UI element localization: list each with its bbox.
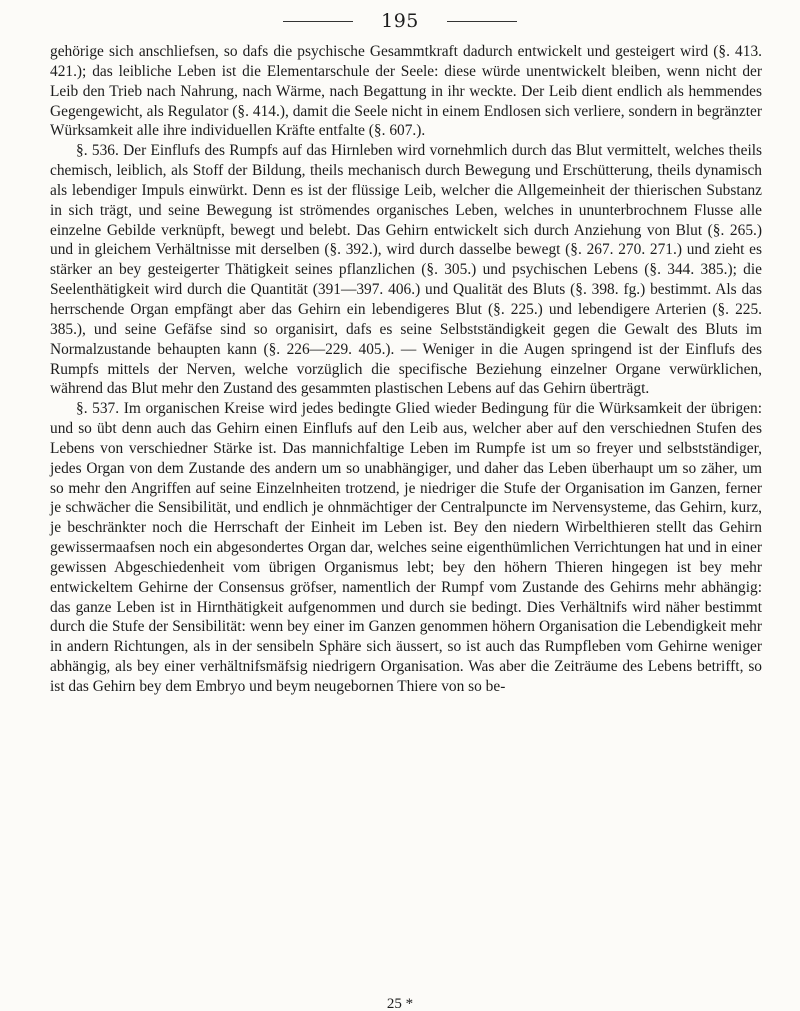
page-number: 195 [381,10,419,32]
body-text [50,42,762,697]
paragraph-section-536: §. 536. Der Einflufs des Rumpfs auf das Hirnleben wird vornehmlich durch das Blut vermittelt, welches theils chemisch, leiblich, als Stoff der Bildung, theils mechanisch durch Bewegung und Erschütterung, theils dynamisch als lebendiger Impuls einwürkt. Denn es ist der flüssige Leib, welcher die Allgemeinheit der thierischen Substanz in sich trägt, und seine Bewegung ist strömendes organisches Leben, welches in ununterbrochnem Flusse alle einzelne Gebilde verknüpft, bewegt und belebt. Das Gehirn entwickelt sich durch Anziehung von Blut (§. 265.) und in gleichem Verhältnisse mit derselben (§. 392.), wird durch dasselbe bewegt (§. 267. 270. 271.) und zieht es stärker an bey gesteigerter Thätigkeit seines pflanzlichen (§. 305.) und psychischen Lebens (§. 344. 385.); die Seelenthätigkeit wird durch die Quantität (391—397. 406.) und Qualität des Bluts (§. 398. fg.) bestimmt. Als das herrschende Organ empfängt aber das Gehirn ein lebendigeres Blut (§. 225.) und lebendigere Arterien (§. 225. 385.), und seine Gefäfse sind so organisirt, dafs es seine Selbstständigkeit gegen die Gewalt des Bluts im Normalzustande behaupten kann (§. 226—229. 405.). — Weniger in die Augen springend ist der Einflufs des Rumpfs mittels der Nerven, welche vorzüglich die specifische Beziehung einzelner Organe verwürklichen, während das Blut mehr den Zustand des gesammten plastischen Lebens auf das Gehirn überträgt. [50,142,762,398]
paragraph-continuation: gehörige sich anschliefsen, so dafs die psychische Gesammtkraft dadurch entwickelt und gesteigert wird (§. 413. 421.); das leibliche Leben ist die Elementarschule der Seele: diese würde unentwickelt bleiben, wenn nicht der Leib den Trieb nach Nahrung, nach Wärme, nach Begattung in ihr weckte. Der Leib dient endlich als hemmendes Gegengewicht, als Regulator (§. 414.), damit die Seele nicht in einem Endlosen sich verliere, sondern in begränzter Würksamkeit alle ihre individuellen Kräfte entfalte (§. 607.). [50,43,762,140]
paragraph-section-537: §. 537. Im organischen Kreise wird jedes bedingte Glied wieder Bedingung für die Würksamkeit der übrigen: und so übt denn auch das Gehirn einen Einflufs auf den Leib aus, welcher aber auf den verschiednen Stufen des Lebens von verschiedner Stärke ist. Das mannichfaltige Leben im Rumpfe ist um so freyer und selbstständiger, jedes Organ von dem Zustande des andern um so unabhängiger, und daher das Leben überhaupt um so zäher, um so mehr den Angriffen auf seine Einzelnheiten trotzend, je niedriger die Stufe der Organisation im Ganzen, ferner je schwächer die Sensibilität, und endlich je ohnmächtiger der Centralpuncte im Nervensysteme, das Gehirn, kurz, je beschränkter noch die Herrschaft der Einheit im Leben ist. Bey den niedern Wirbelthieren stellt das Gehirn gewissermaafsen noch ein abgesondertes Organ dar, welches seine eigenthümlichen Verrichtungen hat und in einer gewissen Abgeschiedenheit vom übrigen Organismus lebt; bey den höhern Thieren hingegen ist bey mehr entwickeltem Gehirne der Consensus gröfser, namentlich der Rumpf vom Zustande des Gehirns mehr abhängig: das ganze Leben ist in Hirnthätigkeit aufgenommen und durch sie bedingt. Dies Verhältnifs wird näher bestimmt durch die Stufe der Sensibilität: wenn bey einer im Ganzen genommen höhern Organisation die Lebendigkeit mehr in andern Richtungen, als in der sensibeln Sphäre sich äussert, so ist auch das Rumpfleben vom Gehirne weniger abhängig, als bey einer verhältnifsmäfsig niedrigern Organisation. Was aber die Zeiträume des Lebens betrifft, so ist das Gehirn bey dem Embryo und beym neugebornen Thiere von so be- [50,400,762,695]
header-rule-right [447,21,517,22]
header-rule-left [283,21,353,22]
signature-mark: 25 * [386,996,414,1011]
page-header [0,4,800,38]
